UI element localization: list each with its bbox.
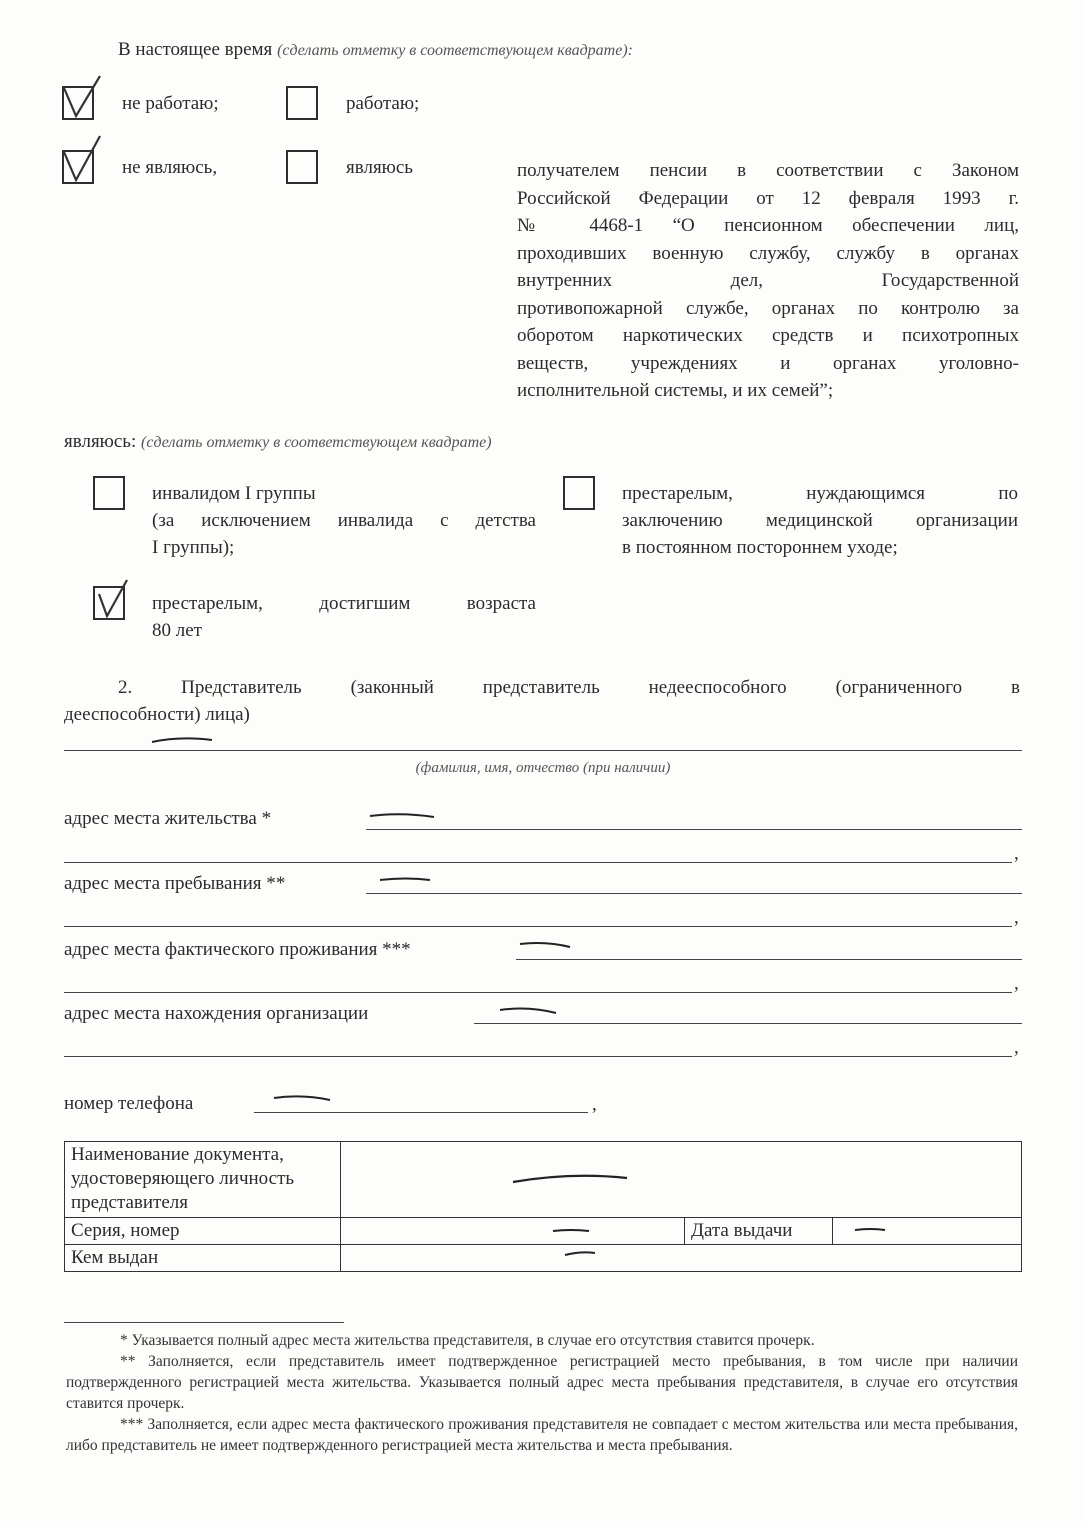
elderly-care-line: заключению медицинской организации [622,510,1018,531]
doc-name-value[interactable] [341,1142,1022,1218]
status-lead: В настоящее время [118,39,273,60]
footnote-separator [64,1322,344,1323]
status-hint: (сделать отметку в соответствующем квадрате): [277,42,633,59]
not-being-checkbox[interactable] [62,150,94,184]
residence-label: адрес места жительства * [64,808,272,829]
am-hint: (сделать отметку в соответствующем квадрате) [141,434,492,451]
filled-dash [511,1172,631,1188]
pension-line: противопожарной службе, органах по контролю за [517,297,1019,319]
filled-dash [563,1249,599,1259]
pension-line: получателем пенсии в соответствии с Законом [517,160,1019,181]
being-checkbox[interactable] [286,150,318,184]
footnote-3: *** Заполняется, если адрес места фактического проживания представителя не совпадает с местом жительства или места пребывания, либо представитель не имеет подтвержденного регистрацией места жительства и места пребывания. [66,1416,1018,1454]
table-row [65,1245,1022,1272]
issue-date-value[interactable] [833,1218,1022,1245]
filled-dash [518,938,574,952]
am-lead: являюсь: [64,431,137,452]
comma: , [592,1094,597,1115]
actual-field[interactable] [516,959,1022,960]
filled-dash [272,1092,334,1106]
table-row [65,1218,1022,1245]
working-label: работаю; [346,93,420,114]
elderly-care-text [622,480,1018,561]
disabled-line: инвалидом I группы [152,483,316,504]
series-value[interactable] [341,1218,685,1245]
table-row [65,1142,1022,1218]
elderly-care-line: престарелым, нуждающимся по [622,483,1018,504]
filled-dash [551,1226,593,1236]
elderly-care-checkbox[interactable] [563,476,595,510]
residence-field[interactable] [366,829,1022,830]
being-label: являюсь [346,157,413,178]
doc-name-label: Наименование документа, удостоверяющего личность представителя [65,1142,341,1218]
pension-line: Российской Федерации от 12 февраля 1993 г. [517,187,1019,209]
filled-dash [853,1225,889,1235]
checkmark-icon [60,74,104,122]
footnote-1: * Указывается полный адрес места жительства представителя, в случае его отсутствия ставится прочерк. [120,1332,815,1349]
rep-heading-line1: 2. Представитель (законный представитель недееспособного (ограниченного в [118,677,1020,698]
comma: , [1014,907,1019,928]
comma: , [1014,843,1019,864]
actual-field-line2[interactable] [64,992,1012,993]
phone-label: номер телефона [64,1093,194,1114]
elderly-80-checkbox[interactable] [93,586,125,620]
org-label: адрес места нахождения организации [64,1003,369,1024]
filled-dash [378,874,434,886]
org-field[interactable] [474,1023,1022,1024]
elderly-80-line: 80 лет [152,620,202,641]
pension-line: проходивших военную службу, службу в органах [517,242,1019,264]
elderly-80-text [152,590,536,644]
stay-field[interactable] [366,893,1022,894]
filled-dash [368,810,438,822]
stay-label: адрес места пребывания ** [64,873,286,894]
comma: , [1014,1037,1019,1058]
issue-date-label: Дата выдачи [685,1218,833,1245]
comma: , [1014,973,1019,994]
elderly-care-line: в постоянном постороннем уходе; [622,537,898,558]
rep-heading-line2: дееспособности) лица) [64,704,250,725]
elderly-80-line: престарелым, достигшим возраста [152,593,536,614]
pension-line: № 4468-1 “О пенсионном обеспечении лиц, [517,215,1019,236]
not-working-label: не работаю; [122,93,219,114]
pension-text [517,157,1019,405]
actual-label: адрес места фактического проживания *** [64,939,411,960]
checkmark-icon [91,574,135,622]
pension-line: оборотом наркотических средств и психотропных [517,325,1019,346]
disabled-line: I группы); [152,537,235,558]
disabled-checkbox[interactable] [93,476,125,510]
pension-line: веществ, учреждениях и органах уголовно- [517,352,1019,374]
issued-by-value[interactable] [341,1245,1022,1272]
series-label: Серия, номер [65,1218,341,1245]
not-working-checkbox[interactable] [62,86,94,120]
org-field-line2[interactable] [64,1056,1012,1057]
filled-dash [498,1004,560,1018]
status-lead-row [118,36,633,64]
footnotes [66,1330,1018,1456]
filled-dash [150,734,216,746]
rep-name-caption: (фамилия, имя, отчество (при наличии) [415,760,671,776]
rep-name-field[interactable] [64,750,1022,751]
stay-field-line2[interactable] [64,926,1012,927]
phone-field[interactable] [254,1112,588,1113]
not-being-label: не являюсь, [122,157,218,178]
pension-line: исполнительной системы, и их семей”; [517,380,834,401]
disabled-line: (за исключением инвалида с детства [152,510,536,531]
id-document-table [64,1141,1022,1272]
issued-by-label: Кем выдан [65,1245,341,1272]
working-checkbox[interactable] [286,86,318,120]
residence-field-line2[interactable] [64,862,1012,863]
footnote-2: ** Заполняется, если представитель имеет подтвержденное регистрацией место пребывания, в том числе при наличии подтвержденного регистрацией места жительства. Указывается полный адрес места пребывания представителя, в случае его отсутствия ставится прочерк. [66,1353,1018,1412]
disabled-text [152,480,536,561]
pension-line: внутренних дел, Государственной [517,270,1019,291]
am-lead-row [64,428,492,456]
checkmark-icon [60,138,104,186]
